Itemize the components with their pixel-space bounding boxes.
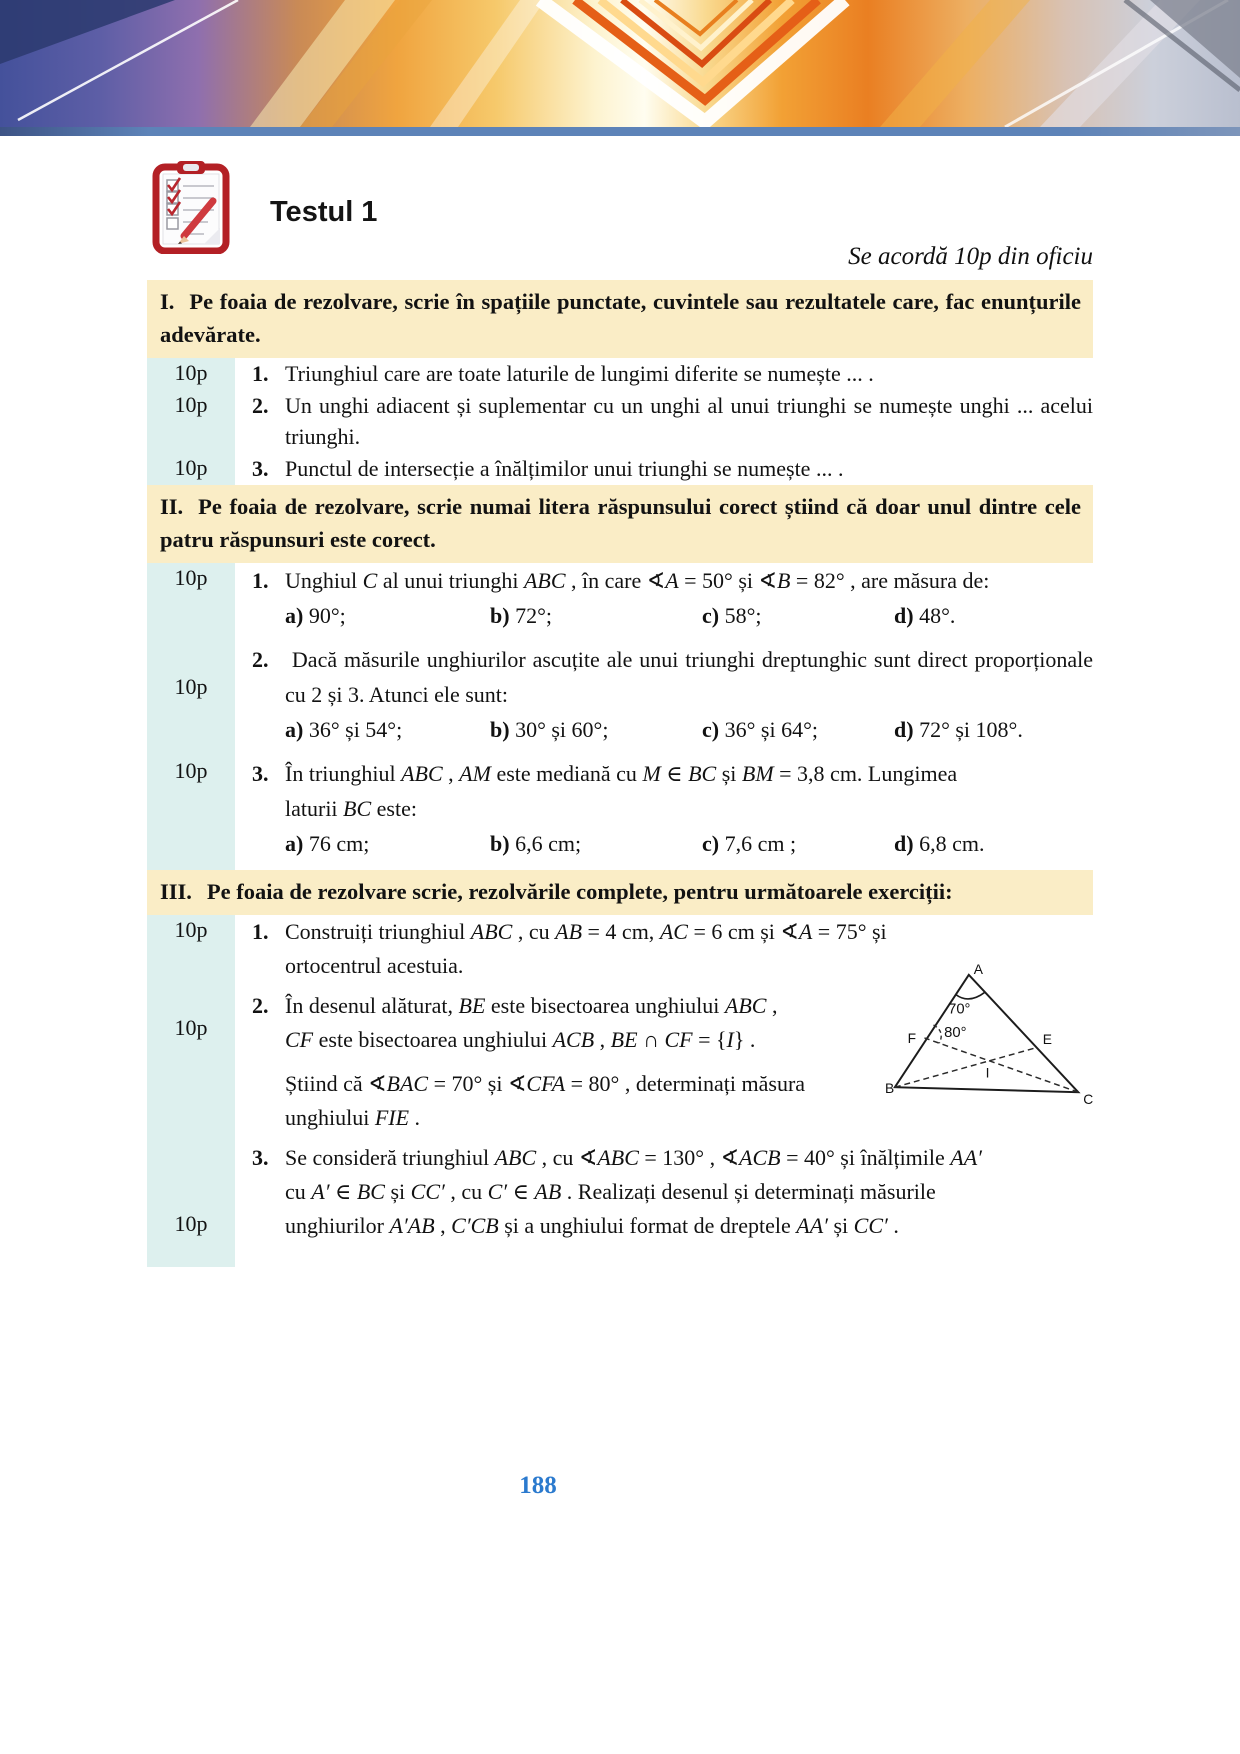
score-cell: [147, 358, 235, 390]
vertex-label-c: C: [1083, 1092, 1094, 1107]
score-cell: [147, 756, 235, 870]
option: b) 30° și 60°;: [490, 717, 609, 742]
option: c) 7,6 cm ;: [702, 831, 797, 856]
option: a) 76 cm;: [285, 831, 370, 856]
score-label: 10p: [174, 360, 208, 385]
score-label: 10p: [174, 758, 208, 783]
sections: [147, 280, 1093, 1267]
angle-a-value: 70°: [948, 1001, 971, 1018]
options-row: [252, 826, 1093, 861]
item-text-main: Triunghiul care are toate laturile de lungimi diferite se numește ... .: [285, 361, 874, 386]
score-cell: [147, 390, 235, 453]
exercise-item: [147, 642, 1093, 756]
score-label: 10p: [174, 455, 208, 480]
item-content: [235, 642, 1093, 756]
point-label-i: I: [985, 1065, 990, 1081]
score-label: 10p: [174, 565, 208, 590]
section-numeral: I.: [160, 289, 175, 314]
triangle-figure: [885, 961, 1097, 1107]
abstract-geometry-art: [0, 0, 1240, 127]
score-cell: [147, 989, 235, 1141]
option: d) 48°.: [894, 603, 956, 628]
score-cell: [147, 642, 235, 756]
section: [147, 280, 1093, 485]
section-header-band: [147, 870, 1093, 915]
exercise-item: [147, 756, 1093, 870]
section-header-text: Pe foaia de rezolvare scrie, rezolvările complete, pentru următoarele exerciții:: [206, 879, 953, 904]
exercise-item: [147, 1141, 1093, 1267]
item-number: 2.: [252, 993, 269, 1018]
bonus-note: Se acordă 10p din oficiu: [848, 243, 1093, 270]
item-text-main: Se consideră triunghiul ABC , cu ∢ABC = 130° , ∢ACB = 40° și înălțimile AA′ cu A′ ∈ BC și CC′ , cu C′ ∈ AB . Realizați desenul și determinați măsurile unghiurilor A′AB , C′CB și a unghiului format de dreptele AA′ și CC′ .: [285, 1145, 982, 1238]
item-content: [235, 390, 1093, 453]
section-items: [147, 358, 1093, 485]
section: [147, 485, 1093, 870]
page-title: Testul 1: [270, 196, 378, 228]
item-text-main: Unghiul C al unui triunghi ABC , în care ∢A = 50° și ∢B = 82° , are măsura de:: [285, 568, 990, 593]
exercise-item: [147, 563, 1093, 642]
score-label: 10p: [174, 1015, 208, 1040]
point-label-f: F: [907, 1030, 917, 1046]
item-number: 3.: [252, 456, 269, 481]
point-label-e: E: [1042, 1031, 1052, 1047]
item-text-main: În triunghiul ABC , AM este mediană cu M ∈ BC și BM = 3,8 cm. Lungimea laturii BC este:: [285, 761, 958, 821]
item-content: [235, 756, 1093, 870]
option: a) 36° și 54°;: [285, 717, 403, 742]
section-items: [147, 563, 1093, 870]
item-text-main: Punctul de intersecție a înălțimilor unui triunghi se numește ... .: [285, 456, 844, 481]
hero-banner-image: [0, 0, 1240, 127]
item-text-main: În desenul alăturat, BE este bisectoarea unghiului ABC , CF este bisectoarea unghiului ACB , BE ∩ CF = {I} .: [285, 993, 778, 1052]
item-text-main: Dacă măsurile unghiurilor ascuțite ale unui triunghi dreptunghic sunt direct proporționale cu 2 și 3. Atunci ele sunt:: [285, 647, 1093, 707]
option: d) 72° și 108°.: [894, 717, 1023, 742]
item-number: 1.: [252, 568, 269, 593]
angle-f-value: 80°: [944, 1024, 967, 1041]
item-text-main: Un unghi adiacent și suplementar cu un unghi al unui triunghi se numește unghi ... acelui triunghi.: [285, 393, 1093, 449]
section-header-text: Pe foaia de rezolvare, scrie în spațiile punctate, cuvintele sau rezultatele care, fac enunțurile adevărate.: [160, 289, 1081, 347]
item-statement: [252, 563, 1093, 598]
vertex-label-a: A: [973, 961, 983, 977]
item-statement: [252, 1141, 1093, 1243]
exercise-item: [147, 390, 1093, 453]
exercise-item: [147, 453, 1093, 485]
item-number: 2.: [252, 647, 269, 672]
item-number: 3.: [252, 1145, 269, 1170]
item-statement: [252, 642, 1093, 712]
option: c) 58°;: [702, 603, 762, 628]
score-label: 10p: [174, 392, 208, 417]
item-number: 1.: [252, 361, 269, 386]
page-number: 188: [519, 1472, 557, 1499]
item-number: 1.: [252, 919, 269, 944]
section: [147, 870, 1093, 1267]
option: a) 90°;: [285, 603, 346, 628]
item-content: [235, 358, 1093, 390]
item-content: [235, 453, 1093, 485]
score-label: 10p: [174, 674, 208, 699]
item-content: [235, 961, 1094, 1141]
section-numeral: II.: [160, 494, 184, 519]
option: c) 36° și 64°;: [702, 717, 818, 742]
score-cell: [147, 453, 235, 485]
options-row: [252, 598, 1093, 633]
score-cell: [147, 1141, 235, 1267]
options-row: [252, 712, 1093, 747]
section-header-band: [147, 485, 1093, 563]
item-number: 2.: [252, 393, 269, 418]
section-numeral: III.: [160, 879, 192, 904]
item-statement: [252, 390, 1093, 452]
item-text-main: Construiți triunghiul ABC , cu AB = 4 cm, AC = 6 cm și ∢A = 75° și ortocentrul acestuia.: [285, 919, 887, 978]
section-items: [147, 915, 1093, 1267]
item-content: [235, 563, 1093, 642]
item-statement: [252, 756, 1093, 826]
item-number: 3.: [252, 761, 269, 786]
clipboard-checklist-icon: [152, 160, 230, 254]
item-statement: [252, 358, 1093, 389]
score-label: 10p: [174, 1211, 208, 1236]
item-statement: [252, 453, 1093, 484]
header-divider-bar: [0, 127, 1240, 136]
exercise-item: [147, 358, 1093, 390]
score-cell: [147, 563, 235, 642]
section-header-band: [147, 280, 1093, 358]
option: b) 72°;: [490, 603, 552, 628]
vertex-label-b: B: [885, 1081, 895, 1097]
option: b) 6,6 cm;: [490, 831, 582, 856]
exercise-item: [147, 961, 1094, 1141]
score-label: 10p: [174, 917, 208, 942]
option: d) 6,8 cm.: [894, 831, 985, 856]
item-text-second: Știind că ∢BAC = 70° și ∢CFA = 80° , determinați măsura unghiului FIE .: [285, 1071, 806, 1130]
score-cell: [147, 915, 235, 989]
section-header-text: Pe foaia de rezolvare, scrie numai litera răspunsului corect știind că doar unul dintre cele patru răspunsuri este corect.: [160, 494, 1081, 552]
item-content: [235, 1141, 1093, 1267]
